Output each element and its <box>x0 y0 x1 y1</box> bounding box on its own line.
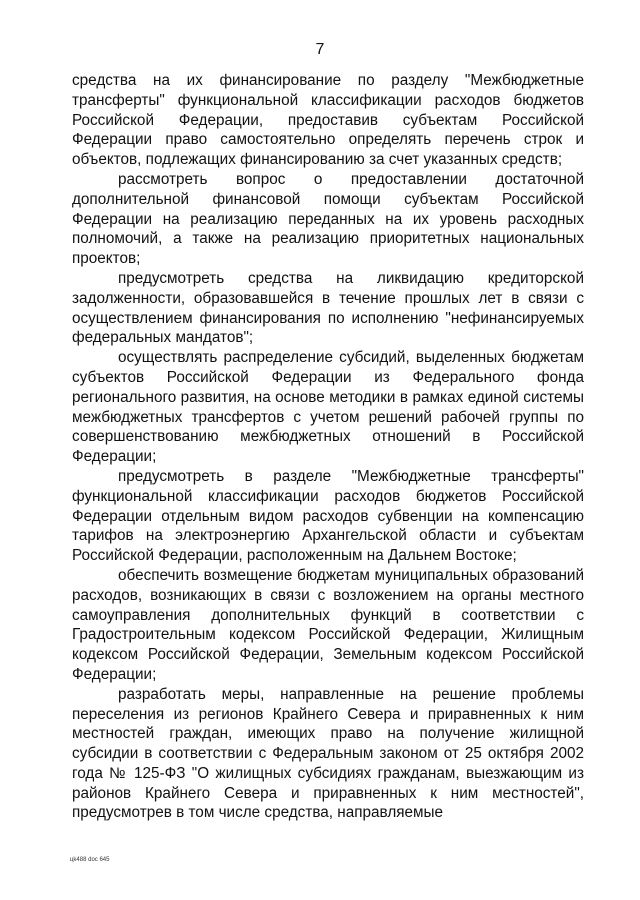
paragraph-additional-aid: рассмотреть вопрос о предоставлении достаточной дополнительной финансовой помощи субъектам Российской Федерации на реализацию переданных на их уровень расходных полномочий, а также на реализацию приоритетных национальных проектов; <box>72 170 584 268</box>
footer-file-reference: цk488 doc 645 <box>70 857 110 863</box>
paragraph-subsidy-distribution: осуществлять распределение субсидий, выделенных бюджетам субъектов Российской Федерации из Федерального фонда регионального развития, на основе методики в рамках единой системы межбюджетных трансфертов с учетом решений рабочей группы по совершенствованию межбюджетных отношений в Российской Федерации; <box>72 349 584 466</box>
page-number: 7 <box>315 41 325 58</box>
paragraph-municipal-compensation: обеспечить возмещение бюджетам муниципальных образований расходов, возникающих в связи с возложением на органы местного самоуправления дополнительных функций в соответствии с Градостроительным кодексом Российской Федерации, Жилищным кодексом Российской Федерации, Земельным кодексом Российской Федерации; <box>72 566 584 683</box>
paragraph-north-resettlement: разработать меры, направленные на решение проблемы переселения из регионов Крайнего Севера и приравненных к ним местностей граждан, имеющих право на получение жилищной субсидии в соответствии с Федеральным законом от 25 октября 2002 года № 125-ФЗ "О жилищных субсидиях гражданам, выезжающим из районов Крайнего Севера и приравненных к ним местностей", предусмотрев в том числе средства, направляемые <box>72 685 584 822</box>
document-body <box>72 71 584 823</box>
paragraph-electricity-tariffs: предусмотреть в разделе "Межбюджетные трансферты" функциональной классификации расходов бюджетов Российской Федерации отдельным видом расходов субвенции на компенсацию тарифов на электроэнергию Архангельской области и субъектам Российской Федерации, расположенным на Дальнем Востоке; <box>72 467 584 565</box>
paragraph-continuation: средства на их финансирование по разделу "Межбюджетные трансферты" функциональной классификации расходов бюджетов Российской Федерации, предоставив субъектам Российской Федерации право самостоятельно определять перечень строк и объектов, подлежащих финансированию за счет указанных средств; <box>72 72 584 169</box>
paragraph-creditor-debt: предусмотреть средства на ликвидацию кредиторской задолженности, образовавшейся в течение прошлых лет в связи с осуществлением финансирования по исполнению "нефинансируемых федеральных мандатов"; <box>72 269 584 347</box>
